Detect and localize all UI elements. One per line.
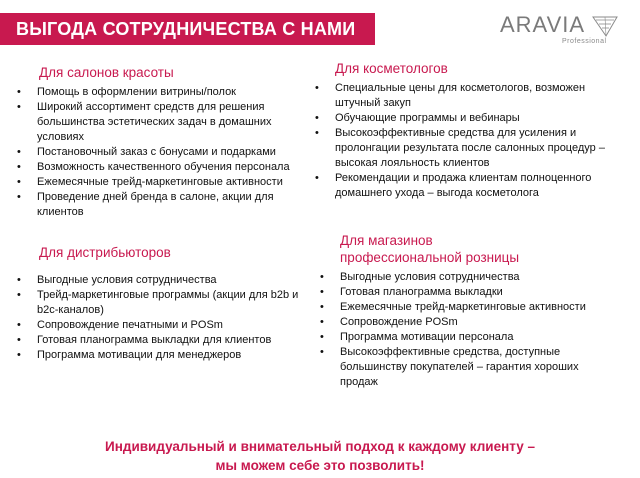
list-item: • Ежемесячные трейд-маркетинговые активности — [318, 300, 618, 315]
list-item: • Программа мотивации для менеджеров — [15, 348, 305, 363]
page-title-banner — [0, 13, 375, 45]
section-cosmetologists-list — [313, 81, 623, 201]
section-retail — [318, 232, 618, 390]
list-item: • Высокоэффективные средства, доступные большинству покупателей – гарантия хороших продаж — [318, 345, 618, 390]
section-retail-title: Для магазинов профессиональной розницы — [340, 233, 520, 265]
section-distributors-list — [15, 273, 305, 363]
list-item: • Ежемесячные трейд-маркетинговые активности — [15, 175, 305, 190]
section-retail-list — [318, 270, 618, 390]
list-item: • Готовая планограмма выкладки для клиентов — [15, 333, 305, 348]
list-item: • Широкий ассортимент средств для решения большинства эстетических задач в домашних условиях — [15, 100, 305, 145]
list-item: • Готовая планограмма выкладки — [318, 285, 618, 300]
list-item: • Помощь в оформлении витрины/полок — [15, 85, 305, 100]
brand-logo — [500, 12, 625, 46]
brand-logo-subtitle: Professional — [562, 38, 607, 45]
footer-slogan — [0, 437, 640, 475]
section-distributors-title: Для дистрибьюторов — [39, 245, 171, 260]
section-cosmetologists-title: Для косметологов — [335, 61, 448, 76]
section-salons-list — [15, 85, 305, 220]
list-item: • Проведение дней бренда в салоне, акции для клиентов — [15, 190, 305, 220]
list-item: • Трейд-маркетинговые программы (акции для b2b и b2c-каналов) — [15, 288, 305, 318]
footer-slogan-line-1: Индивидуальный и внимательный подход к каждому клиенту – — [105, 439, 535, 454]
list-item: • Обучающие программы и вебинары — [313, 111, 623, 126]
section-salons-title: Для салонов красоты — [39, 65, 174, 80]
list-item: • Возможность качественного обучения персонала — [15, 160, 305, 175]
list-item: • Выгодные условия сотрудничества — [318, 270, 618, 285]
section-distributors — [15, 244, 305, 363]
list-item: • Высокоэффективные средства для усиления и пролонгации результата после салонных процедур – высокая лояльность клиентов — [313, 126, 623, 171]
fan-logo-icon — [590, 14, 620, 40]
list-item: • Сопровождение печатными и POSm — [15, 318, 305, 333]
section-cosmetologists — [313, 60, 623, 201]
list-item: • Постановочный заказ с бонусами и подарками — [15, 145, 305, 160]
section-salons — [15, 64, 305, 220]
list-item: • Выгодные условия сотрудничества — [15, 273, 305, 288]
list-item: • Специальные цены для косметологов, возможен штучный закуп — [313, 81, 623, 111]
footer-slogan-line-2: мы можем себе это позволить! — [215, 458, 425, 473]
list-item: • Программа мотивации персонала — [318, 330, 618, 345]
list-item: • Сопровождение POSm — [318, 315, 618, 330]
brand-logo-text: ARAVIA — [500, 12, 586, 37]
page-title: ВЫГОДА СОТРУДНИЧЕСТВА С НАМИ — [16, 19, 356, 39]
list-item: • Рекомендации и продажа клиентам полноценного домашнего ухода – выгода косметолога — [313, 171, 623, 201]
